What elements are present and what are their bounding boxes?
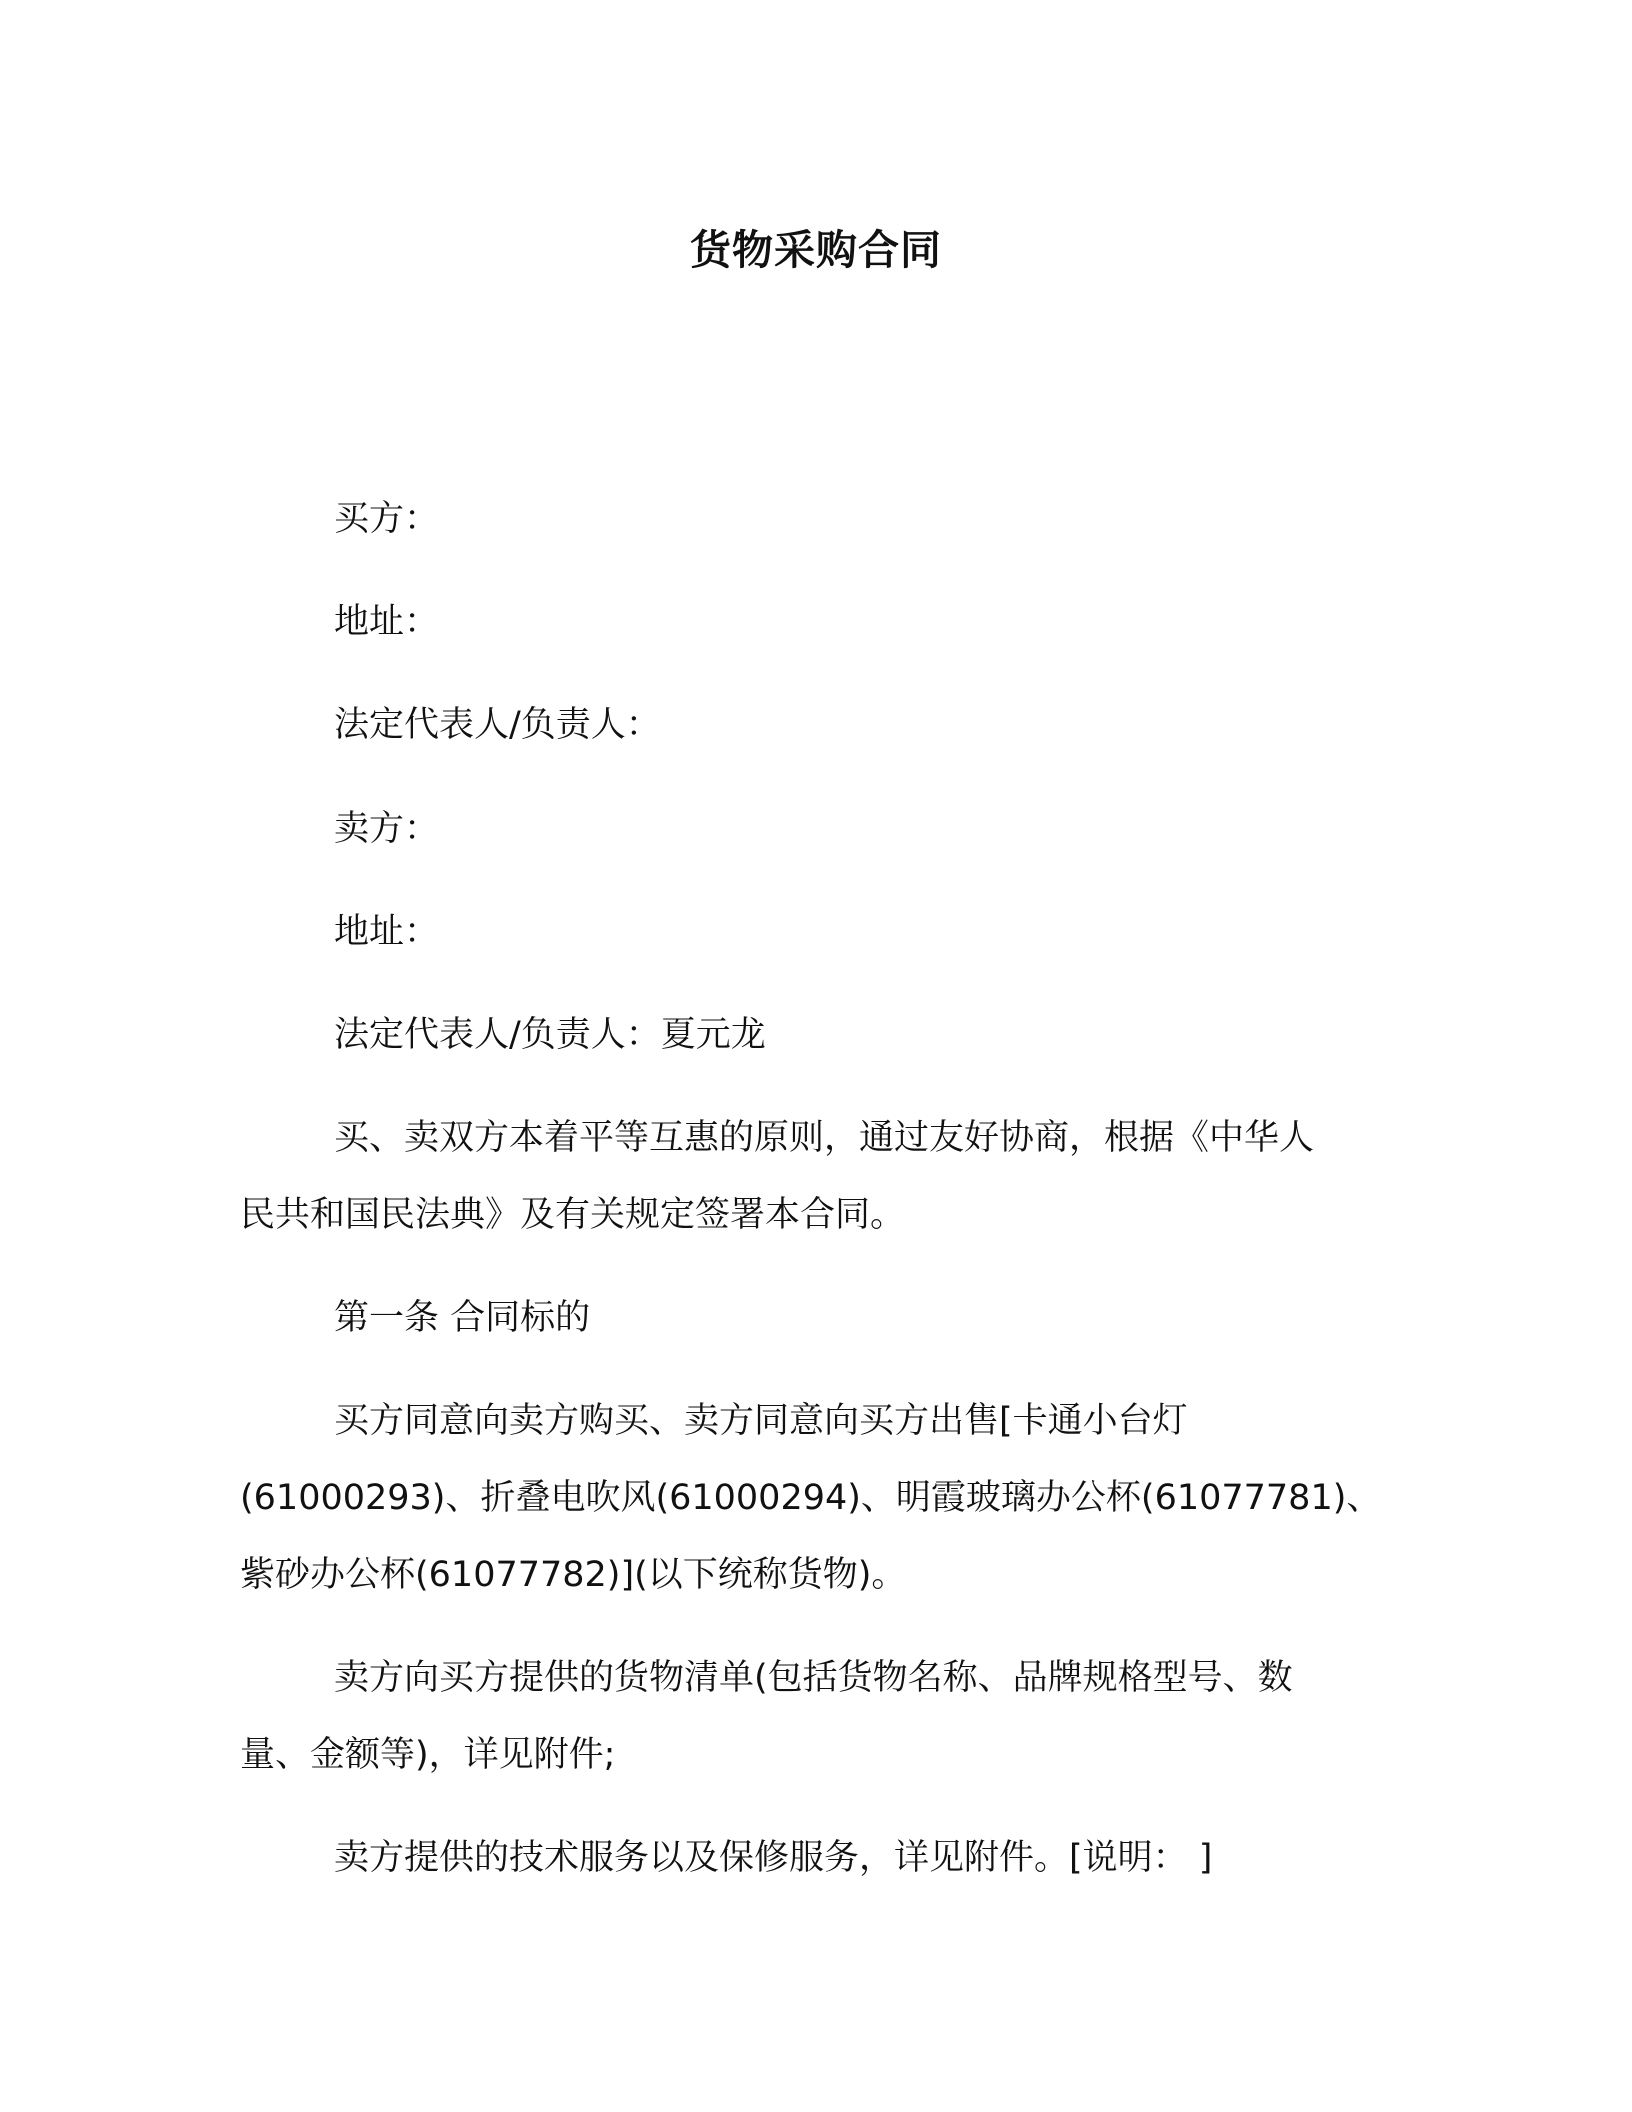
article-1-paragraph-line: (61000293)、折叠电吹风(61000294)、明霞玻璃办公杯(61077781)、	[240, 1478, 1382, 1518]
article-1-paragraph-line: 量、金额等)，详见附件;	[240, 1735, 616, 1775]
buyer-representative-label: 法定代表人/负责人：	[334, 705, 661, 745]
preamble-line: 买、卖双方本着平等互惠的原则，通过友好协商，根据《中华人	[334, 1118, 1315, 1158]
buyer-address-label: 地址：	[334, 602, 440, 642]
buyer-label: 买方：	[334, 499, 440, 539]
preamble-line: 民共和国民法典》及有关规定签署本合同。	[240, 1195, 906, 1235]
article-1-paragraph-line: 紫砂办公杯(61077782)](以下统称货物)。	[240, 1555, 907, 1595]
seller-address-label: 地址：	[334, 912, 440, 952]
article-1-heading: 第一条 合同标的	[334, 1298, 591, 1338]
article-1-paragraph-line: 卖方提供的技术服务以及保修服务，详见附件。[说明： ]	[334, 1838, 1213, 1878]
article-1-paragraph-line: 买方同意向卖方购买、卖方同意向买方出售[卡通小台灯	[334, 1401, 1188, 1441]
article-1-paragraph-line: 卖方向买方提供的货物清单(包括货物名称、品牌规格型号、数	[334, 1658, 1293, 1698]
seller-label: 卖方：	[334, 809, 440, 849]
document-title: 货物采购合同	[690, 226, 942, 274]
seller-representative-label: 法定代表人/负责人：夏元龙	[334, 1015, 766, 1055]
